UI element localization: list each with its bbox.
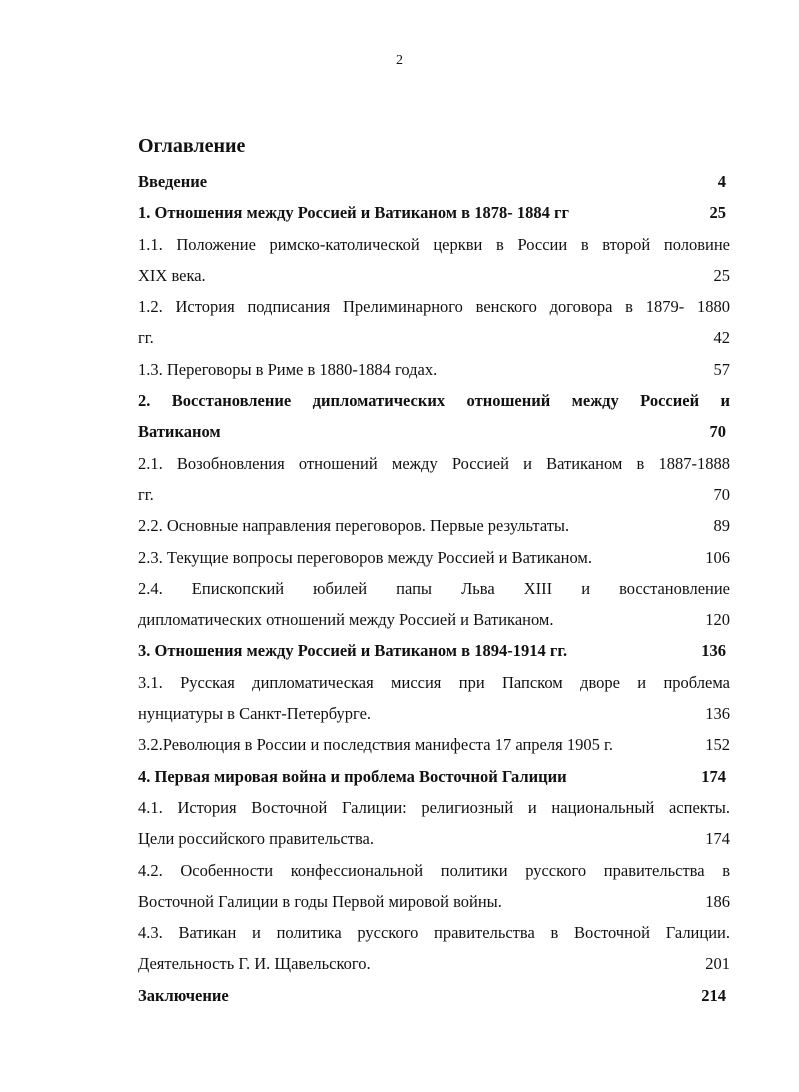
toc-entry-page: 214 bbox=[701, 985, 726, 1005]
toc-entry-text: гг. bbox=[138, 484, 154, 504]
toc-entry-text: 4. Первая мировая война и проблема Восточной Галиции bbox=[138, 766, 567, 786]
toc-entry-page: 106 bbox=[705, 547, 730, 567]
toc-entry-text: 4.3. Ватикан и политика русского правительства в Восточной Галиции. bbox=[138, 923, 730, 943]
toc-entry bbox=[138, 667, 730, 698]
toc-entry bbox=[138, 948, 730, 979]
toc-entry-page: 70 bbox=[713, 484, 730, 504]
toc-entry-page: 25 bbox=[709, 203, 726, 223]
toc-entry bbox=[138, 510, 730, 541]
toc-entry-text: Ватиканом bbox=[138, 422, 221, 442]
toc-entry-text: 1.3. Переговоры в Риме в 1880-1884 годах. bbox=[138, 359, 438, 379]
toc-entry bbox=[138, 479, 730, 510]
toc-entry-page: 25 bbox=[713, 265, 730, 285]
toc-entry-page: 201 bbox=[705, 954, 730, 974]
table-of-contents bbox=[138, 166, 730, 1011]
toc-entry-text: Восточной Галиции в годы Первой мировой войны. bbox=[138, 891, 502, 911]
toc-entry-text: 3. Отношения между Россией и Ватиканом в 1894-1914 гг. bbox=[138, 641, 568, 661]
toc-entry-page: 70 bbox=[709, 422, 726, 442]
toc-entry bbox=[138, 260, 730, 291]
toc-entry bbox=[138, 322, 730, 353]
toc-entry-text: XIX века. bbox=[138, 265, 206, 285]
toc-entry-text: 3.2.Революция в России и последствия манифеста 17 апреля 1905 г. bbox=[138, 735, 613, 755]
toc-entry bbox=[138, 166, 730, 197]
toc-entry bbox=[138, 197, 730, 228]
toc-entry-page: 186 bbox=[705, 891, 730, 911]
toc-entry-text: 2.1. Возобновления отношений между Россией и Ватиканом в 1887-1888 bbox=[138, 453, 730, 473]
toc-entry bbox=[138, 729, 730, 760]
toc-entry-page: 120 bbox=[705, 610, 730, 630]
toc-entry-text: 4.2. Особенности конфессиональной политики русского правительства в bbox=[138, 860, 730, 880]
toc-entry-page: 174 bbox=[701, 766, 726, 786]
toc-entry bbox=[138, 761, 730, 792]
toc-entry-page: 57 bbox=[713, 359, 730, 379]
toc-entry bbox=[138, 542, 730, 573]
toc-entry bbox=[138, 291, 730, 322]
toc-entry-text: Деятельность Г. И. Щавельского. bbox=[138, 954, 371, 974]
toc-entry bbox=[138, 980, 730, 1011]
toc-entry-text: Заключение bbox=[138, 985, 229, 1005]
toc-entry-text: гг. bbox=[138, 328, 154, 348]
toc-entry bbox=[138, 698, 730, 729]
toc-entry bbox=[138, 354, 730, 385]
toc-entry bbox=[138, 573, 730, 604]
toc-entry-text: нунциатуры в Санкт-Петербурге. bbox=[138, 704, 372, 724]
toc-entry-text: 2. Восстановление дипломатических отношений между Россией и bbox=[138, 391, 730, 411]
toc-entry bbox=[138, 229, 730, 260]
toc-entry bbox=[138, 917, 730, 948]
toc-entry-text: 2.4. Епископский юбилей папы Льва XIII и восстановление bbox=[138, 578, 730, 598]
toc-entry-text: 2.2. Основные направления переговоров. Первые результаты. bbox=[138, 516, 570, 536]
toc-entry-page: 174 bbox=[705, 829, 730, 849]
toc-entry-text: 2.3. Текущие вопросы переговоров между Россией и Ватиканом. bbox=[138, 547, 592, 567]
page-title: Оглавление bbox=[138, 135, 246, 157]
toc-entry-text: 3.1. Русская дипломатическая миссия при Папском дворе и проблема bbox=[138, 672, 730, 692]
toc-entry-page: 136 bbox=[701, 641, 726, 661]
toc-entry bbox=[138, 416, 730, 447]
page-number: 2 bbox=[396, 53, 403, 68]
toc-entry-page: 152 bbox=[705, 735, 730, 755]
toc-entry-text: Цели российского правительства. bbox=[138, 829, 375, 849]
toc-entry bbox=[138, 855, 730, 886]
toc-entry bbox=[138, 886, 730, 917]
toc-entry bbox=[138, 635, 730, 666]
toc-entry bbox=[138, 823, 730, 854]
toc-entry-text: 1.2. История подписания Прелиминарного венского договора в 1879- 1880 bbox=[138, 297, 730, 317]
toc-entry-text: 4.1. История Восточной Галиции: религиозный и национальный аспекты. bbox=[138, 797, 730, 817]
toc-entry bbox=[138, 448, 730, 479]
toc-entry-page: 42 bbox=[713, 328, 730, 348]
toc-entry-text: 1. Отношения между Россией и Ватиканом в 1878- 1884 гг bbox=[138, 203, 569, 223]
toc-entry-page: 136 bbox=[705, 704, 730, 724]
toc-entry-page: 89 bbox=[713, 516, 730, 536]
toc-entry bbox=[138, 792, 730, 823]
toc-entry-page: 4 bbox=[717, 172, 726, 191]
toc-entry-text: дипломатических отношений между Россией и Ватиканом. bbox=[138, 610, 554, 630]
toc-entry bbox=[138, 604, 730, 635]
toc-entry bbox=[138, 385, 730, 416]
toc-entry-text: Введение bbox=[138, 172, 208, 191]
toc-entry-text: 1.1. Положение римско-католической церкви в России в второй половине bbox=[138, 234, 730, 254]
